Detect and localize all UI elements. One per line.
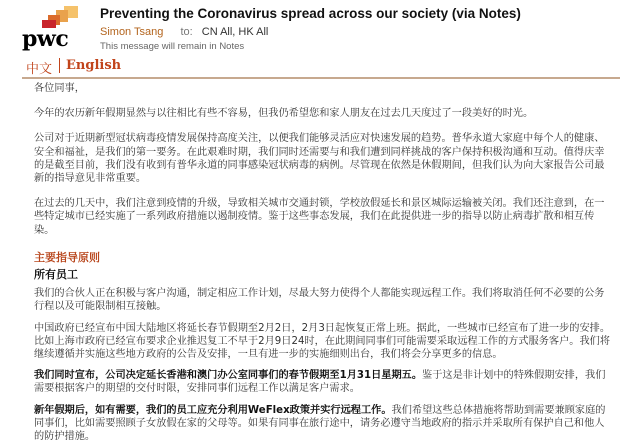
email-subject: Preventing the Coronavirus spread across our society (via Notes) [100, 6, 521, 21]
language-switcher [22, 57, 620, 79]
paragraph-7-rest: 我们希望这些总体措施将帮助到需要兼顾家庭的同事们，比如需要照顾子女放假在家的父母等。如果有同事在旅行途中，请务必遵守当地政府的指示并采取所有保护自己和他人的防护措施。 [34, 404, 606, 443]
paragraph-5: 中国政府已经宣布中国大陆地区将延长春节假期至2月2日，2月3日起恢复正常上班。据此，一些城市已经宣布了进一步的安排。比如上海市政府已经宣布要求企业推迟复工不早于2月9日24时，在此期间同事们可能需要采取远程工作的方式服务客户。我们将继续遵循并实施这些地方政府的公告及安排，一旦有进一步的实施细则出台，我们将会分享更多的信息。 [34, 322, 611, 361]
remain-note: This message will remain in Notes [100, 41, 245, 52]
paragraph-3: 在过去的几天中，我们注意到疫情的升级，导致相关城市交通封锁，学校放假延长和景区城际运输被关闭。我们还注意到，在一些特定城市已经实施了一系列政府措施以遏制疫情。鉴于这些事态发展，我们在此提供进一步的指导以防止病毒扩散和相互传染。 [34, 198, 605, 236]
email-header [0, 0, 640, 56]
paragraph-7 [34, 404, 614, 443]
sender-line [100, 26, 268, 38]
to-label: to: [180, 26, 193, 38]
paragraph-1: 今年的农历新年假期显然与以往相比有些不容易，但我仍希望您和家人朋友在过去几天度过了一段美好的时光。 [34, 108, 534, 120]
paragraph-7-bold: 新年假期后，如有需要，我们的员工应充分利用WeFlex政策并实行远程工作。 [34, 404, 392, 416]
paragraph-6-rest: 鉴于这是非计划中的特殊假期安排，我们需要根据客户的期望的交付时限，安排同事们远程工作以满足客户需求。 [34, 370, 606, 395]
pwc-logo [22, 6, 82, 50]
email-body [34, 82, 614, 443]
paragraph-6-bold: 我们同时宣布，公司决定延长香港和澳门办公室同事们的春节假期至1月31日星期五。 [34, 370, 423, 382]
paragraph-2: 公司对于近期新型冠状病毒疫情发展保持高度关注，以便我们能够灵活应对快速发展的趋势。普华永道大家庭中每个人的健康、安全和福祉，是我们的第一要务。在此艰难时期，我们同时还需要与和我们遭到同样挑战的客户保持积极沟通和互动。值得庆幸的是截至目前，我们没有收到有普华永道的同事感染冠状病毒的病例。尽管现在依然是休假期间，但我们认为向大家报告公司最新的指导意见非常重要。 [34, 133, 605, 185]
greeting: 各位同事， [34, 83, 85, 94]
pwc-logo-text: pwc [22, 26, 69, 52]
language-tab-chinese[interactable]: 中文 [26, 62, 53, 77]
language-tab-english[interactable]: English [59, 58, 121, 73]
recipients[interactable]: CN All, HK All [201, 26, 269, 38]
section-subheading: 所有员工 [34, 268, 78, 282]
sender-name[interactable]: Simon Tsang [100, 26, 164, 38]
paragraph-4: 我们的合伙人正在积极与客户沟通，制定相应工作计划，尽最大努力使得个人都能实现远程工作。我们将取消任何不必要的公务行程以及可能限制相互接触。 [34, 288, 605, 313]
paragraph-6 [34, 369, 614, 395]
section-heading: 主要指导原则 [34, 250, 100, 264]
